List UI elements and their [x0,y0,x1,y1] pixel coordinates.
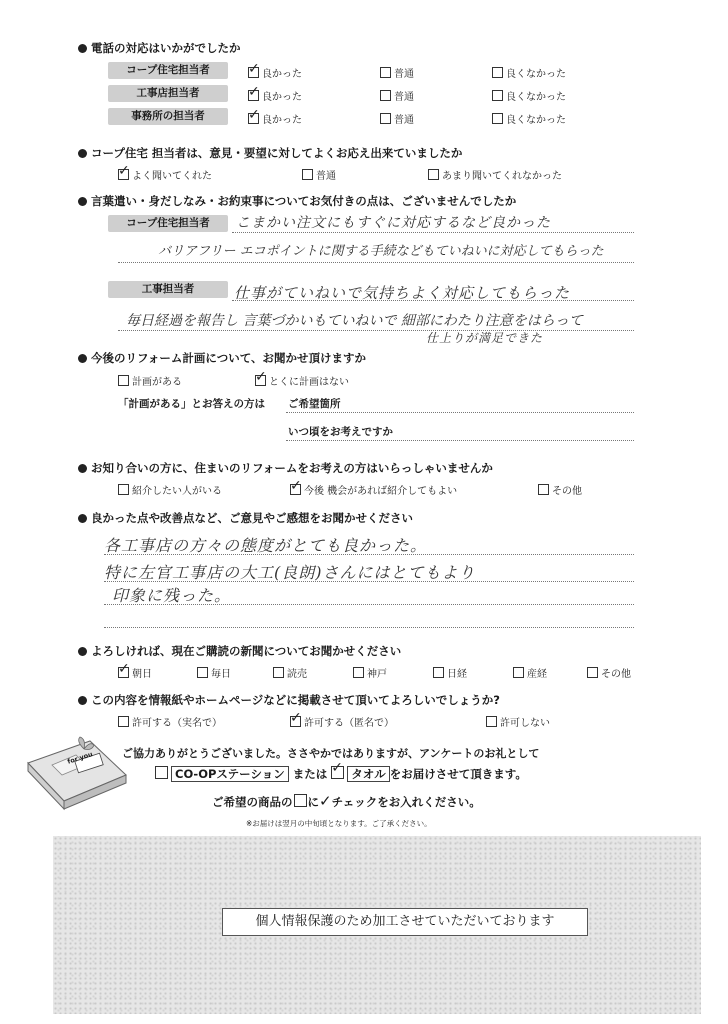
privacy-notice: 個人情報保護のため加工させていただいております [222,908,588,936]
bullet-icon [78,647,87,656]
q7-opt3[interactable]: 神戸 [353,665,387,680]
q1-row2-opt1[interactable]: 普通 [380,111,414,126]
q1-row0-opt0[interactable]: ✓ 良かった [248,65,302,80]
checkbox-icon[interactable] [248,113,259,124]
bullet-icon [78,149,87,158]
q2-opt0[interactable]: ✓よく聞いてくれた [118,167,212,182]
q7-opt5[interactable]: 産経 [513,665,547,680]
q5-opt0[interactable]: 紹介したい人がいる [118,482,222,497]
q7-opt0[interactable]: ✓朝日 [118,665,152,680]
checkbox-icon[interactable] [492,90,503,101]
bullet-icon [78,197,87,206]
checkbox-icon[interactable] [380,90,391,101]
checkbox-icon[interactable] [273,667,284,678]
q6-answer-line2: 特に左官工事店の大工(良朗)さんにはとてもより [104,563,476,582]
checkbox-icon[interactable] [492,67,503,78]
q8-question: この内容を情報紙やホームページなどに掲載させて頂いてよろしいでしょうか? [78,692,500,708]
q8-opt0[interactable]: 許可する（実名で） [118,714,222,729]
gift-book-icon [22,735,132,815]
checkbox-icon[interactable] [380,113,391,124]
gift-mataha: または [292,767,328,781]
q3-koji-answer-line2: 毎日経過を報告し 言葉づかいもていねいで 細部にわたり注意をはらって [126,313,583,329]
bullet-icon [78,464,87,473]
q8-opt1[interactable]: ✓ 許可する（匿名で） [290,714,394,729]
answer-line [286,440,634,441]
q5-opt1[interactable]: ✓ 今後 機会があれば紹介してもよい [290,482,457,497]
q4-followup: 「計画がある」とお答えの方は [118,398,265,410]
q7-opt2[interactable]: 読売 [273,665,307,680]
checkbox-icon[interactable] [290,716,301,727]
checkbox-icon[interactable] [380,67,391,78]
answer-line [118,330,634,331]
answer-line [118,262,634,263]
checkbox-icon[interactable] [486,716,497,727]
checkbox-icon[interactable] [513,667,524,678]
q1-row2-opt0[interactable]: ✓ 良かった [248,111,302,126]
checkbox-icon[interactable] [197,667,208,678]
q1-row-label: 工事店担当者 [108,85,228,102]
q4-opt1[interactable]: ✓ とくに計画はない [255,373,349,388]
gift-tag: for you [66,750,94,766]
q8-opt2[interactable]: 許可しない [486,714,550,729]
q7-opt1[interactable]: 毎日 [197,665,231,680]
answer-line [232,300,634,301]
station-option: CO-OPステーション [171,766,289,782]
q2-opt2[interactable]: あまり聞いてくれなかった [428,167,562,182]
q3-koji-label: 工事担当者 [108,281,228,298]
checkbox-icon[interactable] [290,484,301,495]
sample-box-icon [294,794,307,807]
answer-line [104,581,634,582]
q4-question: 今後のリフォーム計画について、お聞かせ頂けますか [78,350,366,366]
q7-opt4[interactable]: 日経 [433,665,467,680]
q1-question: 電話の対応はいかがでしたか [78,40,241,56]
q3-question: 言葉遣い・身だしなみ・お約束事についてお気付きの点は、ございませんでしたか [78,193,516,209]
q4-opt0[interactable]: 計画がある [118,373,182,388]
bullet-icon [78,514,87,523]
gift-line3-b: に [307,795,319,809]
checkbox-icon[interactable] [353,667,364,678]
checkbox-icon[interactable] [248,67,259,78]
checkbox-icon[interactable] [118,716,129,727]
q1-row-label: コープ住宅担当者 [108,62,228,79]
checkbox-icon[interactable] [302,169,313,180]
checkbox-icon[interactable] [492,113,503,124]
q3-coop-label: コープ住宅担当者 [108,215,228,232]
q1-row1-opt1[interactable]: 普通 [380,88,414,103]
gift-line2-end: をお届けさせて頂きます。 [389,767,527,781]
q6-answer-line3: 印象に残った。 [112,586,232,605]
q4-when-label: いつ頃をお考えですか [288,426,393,438]
bullet-icon [78,354,87,363]
q2-question: コープ住宅 担当者は、意見・要望に対してよくお応え出来ていましたか [78,145,462,161]
q3-koji-answer-line1: 仕事がていねいで気持ちよく対応してもらった [234,284,571,302]
gift-note: ※お届けは翌月の中旬頃となります。ご了承ください。 [246,819,432,828]
answer-line [104,604,634,605]
checkbox-icon[interactable] [587,667,598,678]
q1-row1-opt2[interactable]: 良くなかった [492,88,566,103]
q7-question: よろしければ、現在ご購読の新聞についてお聞かせください [78,643,401,659]
checkbox-icon[interactable] [248,90,259,101]
checkbox-icon[interactable] [255,375,266,386]
q3-coop-answer-line2: バリアフリー エコポイントに関する手続などもていねいに対応してもらった [158,244,604,259]
q1-row-label: 事務所の担当者 [108,108,228,125]
station-checkbox[interactable] [155,766,168,779]
q2-opt1[interactable]: 普通 [302,167,336,182]
towel-checkbox[interactable] [331,766,344,779]
q5-question: お知り合いの方に、住まいのリフォームをお考えの方はいらっしゃいませんか [78,460,493,476]
gift-line2 [155,766,527,782]
q3-koji-answer-line3: 仕上りが満足できた [426,331,544,345]
q1-row0-opt2[interactable]: 良くなかった [492,65,566,80]
answer-line [104,627,634,628]
towel-option: タオル [347,766,390,782]
q3-coop-answer-line1: こまかい注文にもすぐに対応するなど良かった [236,215,551,231]
check-mark-icon: ✓ [319,792,332,810]
bullet-icon [78,44,87,53]
q1-row1-opt0[interactable]: ✓ 良かった [248,88,302,103]
answer-line [286,412,634,413]
q5-opt2[interactable]: その他 [538,482,582,497]
checkbox-icon[interactable] [118,169,129,180]
checkbox-icon[interactable] [118,484,129,495]
gift-line3-c: チェックをお入れください。 [331,795,481,809]
checkbox-icon[interactable] [118,667,129,678]
bullet-icon [78,696,87,705]
q6-answer-line1: 各工事店の方々の態度がとても良かった。 [104,536,428,555]
answer-line [104,554,634,555]
q1-row0-opt1[interactable]: 普通 [380,65,414,80]
q4-place-label: ご希望箇所 [288,398,341,410]
q6-question: 良かった点や改善点など、ご意見やご感想をお聞かせください [78,510,413,526]
q7-opt6[interactable]: その他 [587,665,631,680]
checkbox-icon[interactable] [538,484,549,495]
answer-line [232,232,634,233]
checkbox-icon[interactable] [118,375,129,386]
q1-row2-opt2[interactable]: 良くなかった [492,111,566,126]
checkbox-icon[interactable] [428,169,439,180]
gift-line3-a: ご希望の商品の [212,795,293,809]
checkbox-icon[interactable] [433,667,444,678]
gift-line1: ご協力ありがとうございました。ささやかではありますが、アンケートのお礼として [122,747,540,760]
gift-line3 [212,792,481,810]
